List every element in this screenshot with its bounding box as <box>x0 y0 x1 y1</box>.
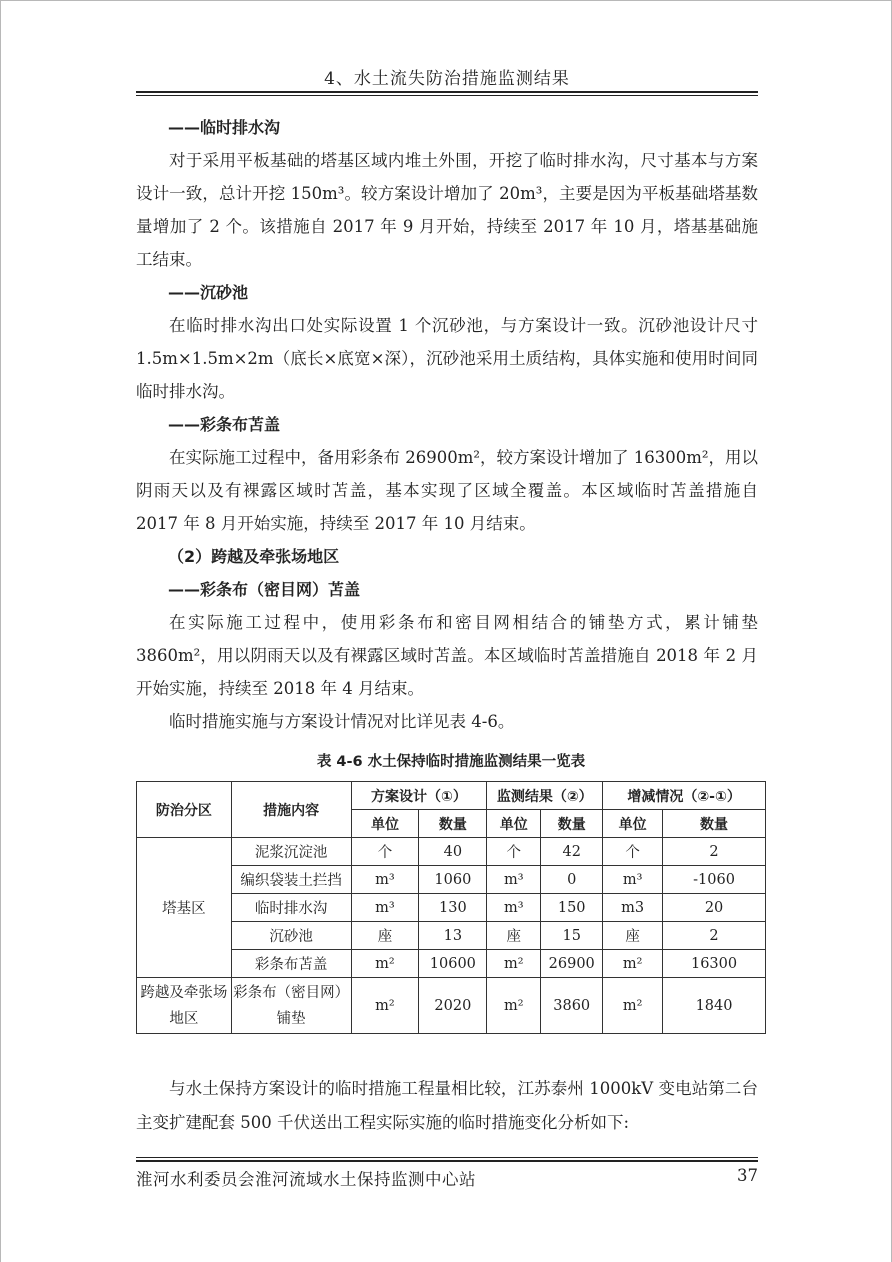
cell-monitor-unit: 个 <box>487 838 541 866</box>
cell-measure: 彩条布（密目网）铺垫 <box>231 978 351 1034</box>
cell-plan-unit: m² <box>351 950 419 978</box>
cell-plan-unit: m³ <box>351 866 419 894</box>
cell-monitor-unit: m³ <box>487 866 541 894</box>
cell-monitor-unit: m² <box>487 978 541 1034</box>
closing-section <box>136 1072 758 1140</box>
table-row <box>137 866 766 894</box>
th-plan-unit: 单位 <box>351 810 419 838</box>
th-change-qty: 数量 <box>663 810 766 838</box>
cell-monitor-qty: 0 <box>541 866 603 894</box>
subsection-title: （2）跨越及牵张场地区 <box>168 547 340 566</box>
cell-plan-qty: 130 <box>419 894 487 922</box>
cell-plan-unit: m³ <box>351 894 419 922</box>
header-rule <box>136 91 758 96</box>
th-plan-qty: 数量 <box>419 810 487 838</box>
table-row <box>137 838 766 866</box>
cell-monitor-qty: 3860 <box>541 978 603 1034</box>
footer-organization: 淮河水利委员会淮河流域水土保持监测中心站 <box>136 1170 476 1189</box>
page-header-title: 4、水土流失防治措施监测结果 <box>324 69 570 89</box>
th-monitor-qty: 数量 <box>541 810 603 838</box>
th-change: 增减情况（②-①） <box>603 782 766 810</box>
cell-measure: 沉砂池 <box>231 922 351 950</box>
cell-monitor-unit: m² <box>487 950 541 978</box>
cell-plan-qty: 40 <box>419 838 487 866</box>
th-change-unit: 单位 <box>603 810 663 838</box>
cell-change-qty: 2 <box>663 838 766 866</box>
cell-measure: 编织袋装土拦挡 <box>231 866 351 894</box>
table-row <box>137 922 766 950</box>
cell-measure: 临时排水沟 <box>231 894 351 922</box>
cell-measure: 彩条布苫盖 <box>231 950 351 978</box>
cell-monitor-unit: 座 <box>487 922 541 950</box>
para-settling-pond: 在临时排水沟出口处实际设置 1 个沉砂池，与方案设计一致。沉砂池设计尺寸 1.5m×1.5m×2m（底长×底宽×深），沉砂池采用土质结构，具体实施和使用时间同临时排水沟。 <box>136 316 758 401</box>
cell-change-unit: m² <box>603 978 663 1034</box>
para-tarp-cover: 在实际施工过程中，备用彩条布 26900m²，较方案设计增加了 16300m²，用以阴雨天以及有裸露区域时苫盖，基本实现了区域全覆盖。本区域临时苫盖措施自 2017 年 8 月开始实施，持续至 2017 年 10 月结束。 <box>136 448 758 533</box>
cell-plan-qty: 10600 <box>419 950 487 978</box>
cell-monitor-qty: 26900 <box>541 950 603 978</box>
main-content <box>136 111 758 738</box>
cell-plan-unit: m² <box>351 978 419 1034</box>
cell-plan-qty: 13 <box>419 922 487 950</box>
table-row <box>137 978 766 1034</box>
cell-change-qty: 20 <box>663 894 766 922</box>
table-row <box>137 950 766 978</box>
cell-monitor-qty: 150 <box>541 894 603 922</box>
th-monitor: 监测结果（②） <box>487 782 603 810</box>
cell-change-unit: m² <box>603 950 663 978</box>
cell-change-qty: 16300 <box>663 950 766 978</box>
cell-plan-qty: 2020 <box>419 978 487 1034</box>
para-temp-drain: 对于采用平板基础的塔基区域内堆土外围，开挖了临时排水沟，尺寸基本与方案设计一致，总计开挖 150m³。较方案设计增加了 20m³，主要是因为平板基础塔基数量增加了 2 个。该措施自 2017 年 9 月开始，持续至 2017 年 10 月，塔基基础施工结束。 <box>136 151 758 269</box>
th-zone: 防治分区 <box>137 782 232 838</box>
heading-settling-pond: ——沉砂池 <box>168 283 249 302</box>
table-caption: 表 4-6 水土保持临时措施监测结果一览表 <box>316 754 586 770</box>
heading-tarp-net: ——彩条布（密目网）苫盖 <box>168 580 361 599</box>
th-plan: 方案设计（①） <box>351 782 487 810</box>
cell-change-unit: m³ <box>603 866 663 894</box>
cell-change-unit: 个 <box>603 838 663 866</box>
results-table <box>136 781 766 1034</box>
heading-tarp-cover: ——彩条布苫盖 <box>168 415 281 434</box>
cell-change-unit: 座 <box>603 922 663 950</box>
cell-measure: 泥浆沉淀池 <box>231 838 351 866</box>
page-number: 37 <box>737 1166 758 1185</box>
heading-temp-drain: ——临时排水沟 <box>168 118 281 137</box>
cell-zone: 塔基区 <box>137 838 232 978</box>
cell-change-qty: 1840 <box>663 978 766 1034</box>
table-reference: 临时措施实施与方案设计情况对比详见表 4-6。 <box>169 712 515 731</box>
table-row <box>137 894 766 922</box>
cell-plan-unit: 座 <box>351 922 419 950</box>
para-tarp-net: 在实际施工过程中，使用彩条布和密目网相结合的铺垫方式，累计铺垫 3860m²，用以阴雨天以及有裸露区域时苫盖。本区域临时苫盖措施自 2018 年 2 月开始实施，持续至 2018 年 4 月结束。 <box>136 613 758 698</box>
th-monitor-unit: 单位 <box>487 810 541 838</box>
cell-monitor-unit: m³ <box>487 894 541 922</box>
para-closing: 与水土保持方案设计的临时措施工程量相比较，江苏泰州 1000kV 变电站第二台主变扩建配套 500 千伏送出工程实际实施的临时措施变化分析如下: <box>136 1079 758 1132</box>
cell-plan-unit: 个 <box>351 838 419 866</box>
th-measure: 措施内容 <box>231 782 351 838</box>
cell-change-qty: 2 <box>663 922 766 950</box>
cell-change-qty: -1060 <box>663 866 766 894</box>
cell-plan-qty: 1060 <box>419 866 487 894</box>
cell-monitor-qty: 15 <box>541 922 603 950</box>
cell-change-unit: m3 <box>603 894 663 922</box>
cell-monitor-qty: 42 <box>541 838 603 866</box>
page-border-left <box>0 0 1 1262</box>
footer-rule <box>136 1157 758 1162</box>
page-border-top <box>0 0 892 2</box>
cell-zone: 跨越及牵张场地区 <box>137 978 232 1034</box>
